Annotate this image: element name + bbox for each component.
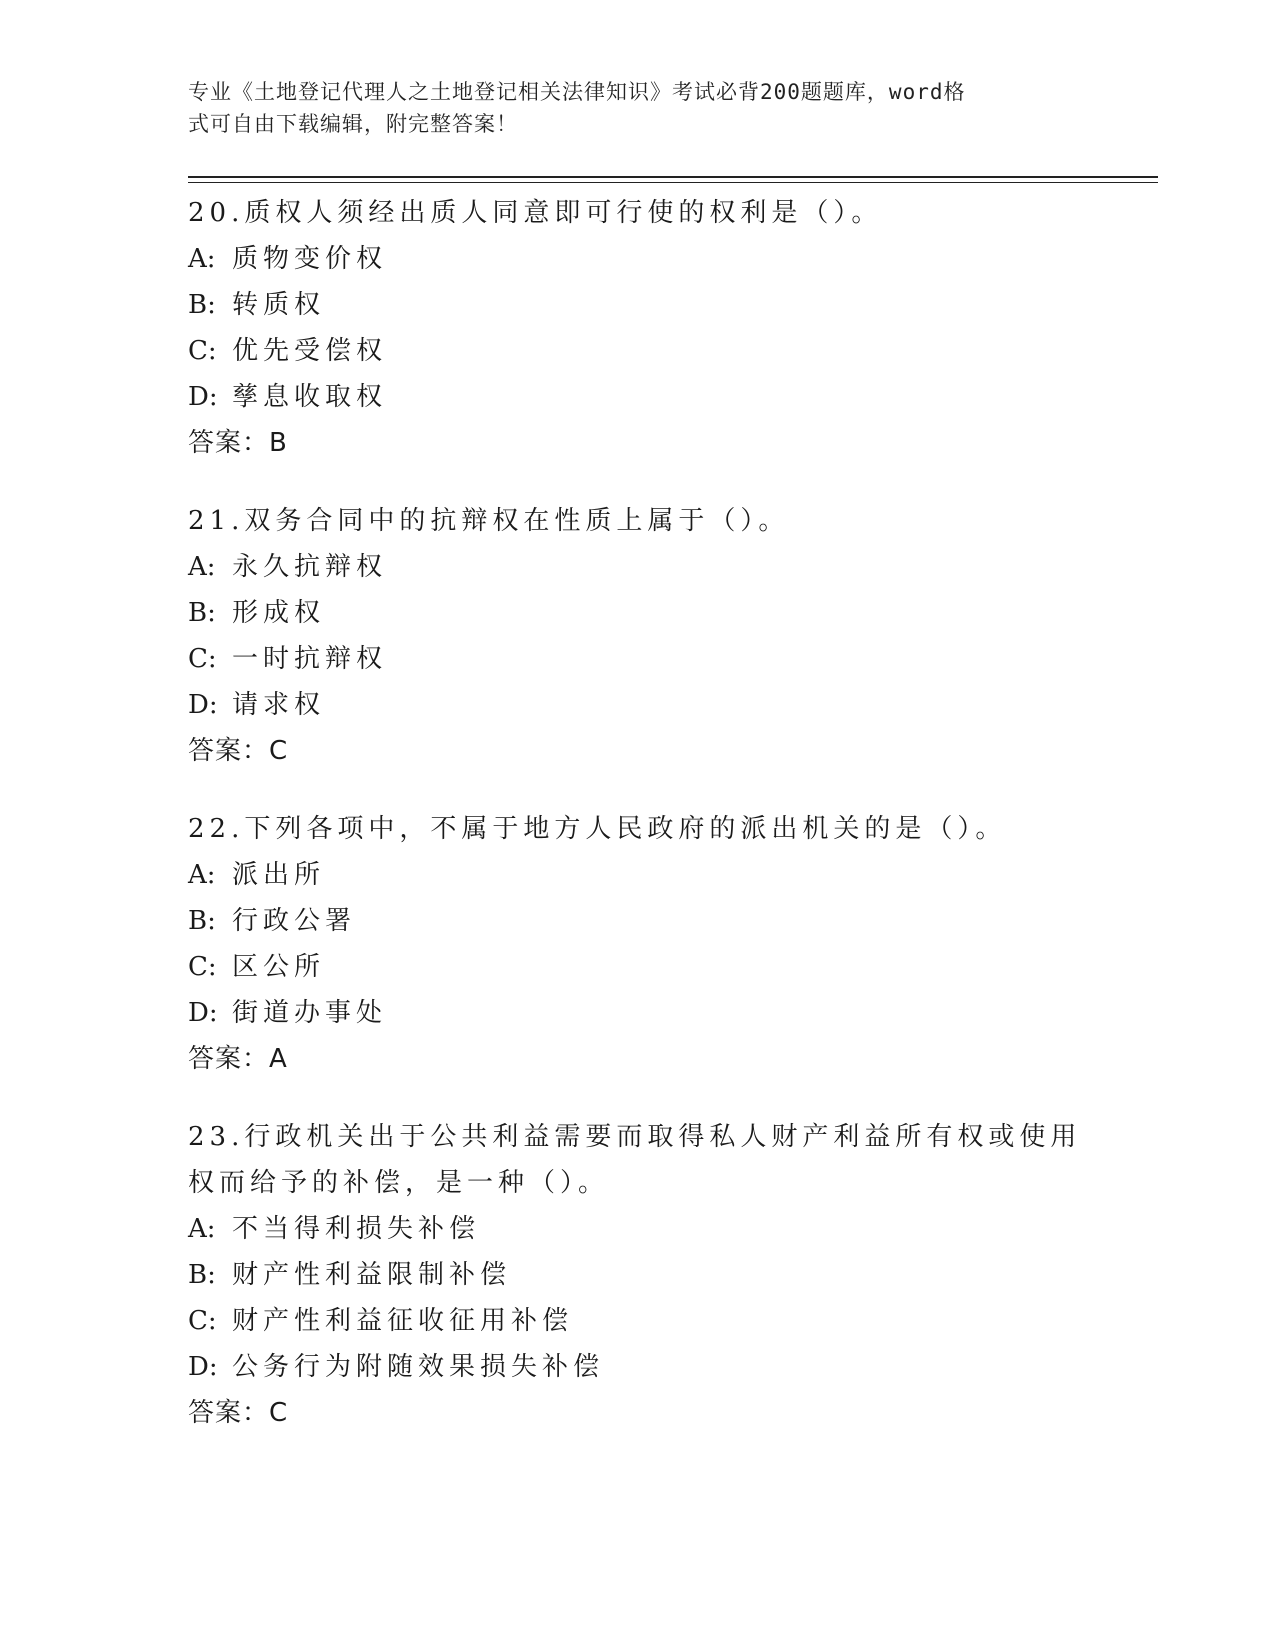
option-c (188, 944, 1088, 990)
option-key: C: (188, 644, 217, 674)
option-c (188, 328, 1088, 374)
option-d (188, 990, 1088, 1036)
option-text: 优先受偿权 (232, 336, 388, 366)
question-stem: 20.质权人须经出质人同意即可行使的权利是（）。 (188, 198, 883, 228)
option-key: A: (188, 244, 216, 274)
question-stem: 23.行政机关出于公共利益需要而取得私人财产利益所有权或使用权而给予的补偿，是一种（）。 (188, 1122, 1082, 1198)
option-text: 财产性利益限制补偿 (232, 1260, 512, 1290)
header-divider-thin (188, 182, 1158, 183)
option-text: 派出所 (232, 860, 326, 890)
option-d (188, 374, 1088, 420)
option-text: 街道办事处 (232, 998, 388, 1028)
option-text: 永久抗辩权 (232, 552, 388, 582)
option-c (188, 636, 1088, 682)
option-text: 请求权 (232, 690, 326, 720)
option-text: 孳息收取权 (232, 382, 388, 412)
option-key: D: (188, 998, 218, 1028)
header-divider-thick (188, 176, 1158, 178)
option-d (188, 682, 1088, 728)
option-text: 形成权 (232, 598, 326, 628)
option-text: 公务行为附随效果损失补偿 (232, 1352, 605, 1382)
header-line-1: 专业《土地登记代理人之土地登记相关法律知识》考试必背200题题库，word格 (188, 80, 966, 104)
question-item (188, 806, 1088, 1082)
option-key: C: (188, 1306, 217, 1336)
option-key: D: (188, 382, 218, 412)
document-header (188, 76, 1068, 140)
option-key: A: (188, 1214, 216, 1244)
option-key: A: (188, 860, 216, 890)
answer-line: 答案：C (188, 1398, 289, 1428)
option-key: D: (188, 1352, 218, 1382)
option-c (188, 1298, 1088, 1344)
option-b (188, 1252, 1088, 1298)
option-text: 区公所 (232, 952, 326, 982)
option-key: B: (188, 1260, 216, 1290)
option-text: 不当得利损失补偿 (232, 1214, 481, 1244)
question-stem: 22.下列各项中，不属于地方人民政府的派出机关的是（）。 (188, 814, 1007, 844)
option-text: 行政公署 (232, 906, 357, 936)
header-line-2: 式可自由下载编辑，附完整答案！ (188, 112, 518, 136)
option-text: 一时抗辩权 (232, 644, 388, 674)
option-text: 质物变价权 (232, 244, 388, 274)
question-stem: 21.双务合同中的抗辩权在性质上属于（）。 (188, 506, 790, 536)
answer-line: 答案：C (188, 736, 289, 766)
answer-line: 答案：A (188, 1044, 288, 1074)
question-list (188, 190, 1088, 1468)
option-text: 转质权 (232, 290, 326, 320)
option-key: C: (188, 952, 217, 982)
option-a (188, 544, 1088, 590)
option-key: B: (188, 290, 216, 320)
question-item (188, 498, 1088, 774)
option-a (188, 1206, 1088, 1252)
option-text: 财产性利益征收征用补偿 (232, 1306, 574, 1336)
option-key: A: (188, 552, 216, 582)
question-item (188, 1114, 1088, 1436)
question-item (188, 190, 1088, 466)
option-key: B: (188, 598, 216, 628)
option-key: C: (188, 336, 217, 366)
answer-line: 答案：B (188, 428, 288, 458)
option-b (188, 282, 1088, 328)
option-b (188, 590, 1088, 636)
option-a (188, 852, 1088, 898)
option-key: D: (188, 690, 218, 720)
option-b (188, 898, 1088, 944)
option-d (188, 1344, 1088, 1390)
option-key: B: (188, 906, 216, 936)
option-a (188, 236, 1088, 282)
